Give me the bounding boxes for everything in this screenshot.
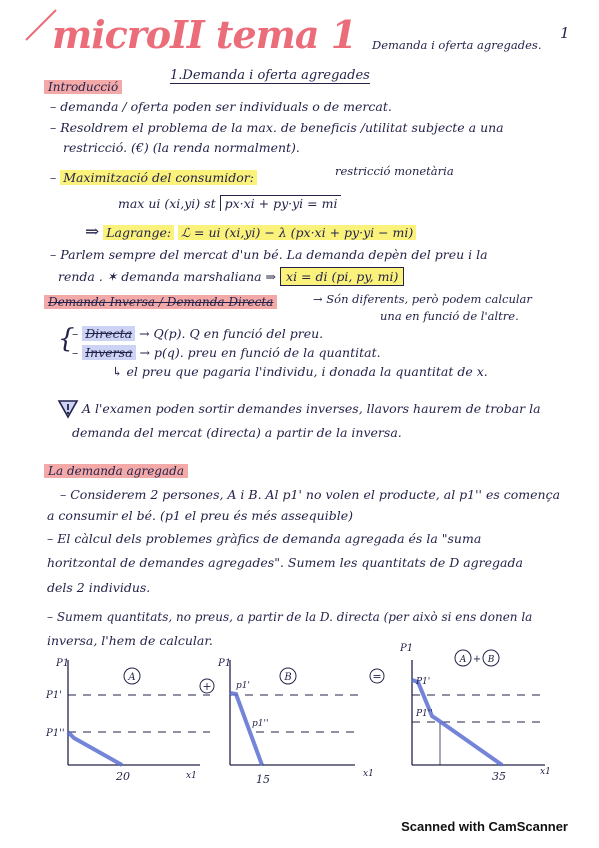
- graph-a-price-low: P1'': [46, 728, 65, 739]
- graph-sum-plus: +: [472, 654, 482, 665]
- marshallian-demand-formula: xi = di (pi, py, mi): [280, 267, 404, 286]
- aggregate-paragraph-1a: – Considerem 2 persones, A i B. Al p1' no volen el producte, al p1'' es comença: [60, 487, 561, 502]
- market-note-a: – Parlem sempre del mercat d'un bé. La demanda depèn del preu i la: [50, 247, 488, 262]
- graph-sum-price-high: P1': [416, 677, 431, 687]
- inverse-note-b: una en funció de l'altre.: [380, 309, 519, 323]
- exam-warning-b: demanda del mercat (directa) a partir de la inversa.: [72, 425, 402, 440]
- graph-individual-b: [217, 658, 374, 786]
- demand-line-a: [68, 732, 122, 765]
- page-number: 1: [560, 24, 570, 42]
- exam-warning-a: A l'examen poden sortir demandes inverses, llavors haurem de trobar la: [82, 401, 541, 416]
- aggregate-paragraph-2c: dels 2 individus.: [47, 580, 151, 595]
- camscanner-watermark: Scanned with CamScanner: [401, 819, 568, 834]
- inverse-demand-row: – Inversa → p(q). preu en funció de la quantitat.: [72, 345, 381, 360]
- graph-b-price-high: p1': [236, 681, 250, 691]
- aggregate-paragraph-3a: – Sumem quantitats, no preus, a partir de la D. directa (per això si ens donen la: [47, 610, 533, 624]
- maximization-heading: – Maximització del consumidor:: [50, 170, 257, 185]
- graph-a-x-axis: x1: [186, 771, 197, 781]
- graph-sum-x-axis: x1: [540, 767, 551, 777]
- max-problem: max ui (xi,yi) st px·xi + py·yi = mi: [118, 196, 341, 211]
- graph-b-x-axis: x1: [363, 769, 374, 779]
- page-subtitle: Demanda i oferta agregades.: [372, 38, 542, 52]
- intro-bullet-2b: restricció. (€) (la renda normalment).: [63, 140, 300, 155]
- budget-constraint: px·xi + py·yi = mi: [220, 195, 342, 211]
- graph-a-x-value: 20: [116, 770, 130, 783]
- graph-sum-y-axis: P1: [400, 643, 414, 654]
- graph-sum-circle-a: A: [459, 655, 467, 665]
- graph-plus-operator: +: [202, 680, 212, 693]
- aggregate-demand-graphs: [40, 643, 560, 787]
- restriction-note: restricció monetària: [335, 164, 454, 178]
- graph-b-circle-label: B: [284, 672, 292, 683]
- section-label-introduction: Introducció: [44, 80, 122, 94]
- inverse-note-a: → Són diferents, però podem calcular: [313, 292, 532, 306]
- graph-a-y-axis: P1: [56, 658, 70, 669]
- direct-label: Directa: [82, 326, 135, 341]
- graph-sum-circle-b: B: [487, 655, 495, 665]
- direct-demand-row: – Directa → Q(p). Q en funció del preu.: [72, 326, 324, 341]
- lagrange-line: ⇒ Lagrange: ℒ = ui (xi,yi) − λ (px·xi + py·yi − mi): [85, 222, 416, 242]
- graph-b-y-axis: P1: [218, 658, 232, 669]
- graph-b-x-value: 15: [256, 773, 270, 786]
- graph-sum-price-low: P1'': [416, 709, 433, 719]
- graph-b-price-low: p1'': [252, 719, 269, 729]
- warning-icon: [57, 398, 79, 420]
- section-heading-demand-supply: 1.Demanda i oferta agregades: [170, 68, 370, 83]
- graph-individual-a: [45, 658, 210, 783]
- graph-aggregate-sum: [399, 643, 551, 783]
- graph-sum-x-value: 35: [492, 770, 506, 783]
- aggregate-paragraph-2a: – El càlcul dels problemes gràfics de demanda agregada és la "suma: [47, 531, 482, 546]
- intro-bullet-1: – demanda / oferta poden ser individuals o de mercat.: [50, 99, 392, 114]
- section-label-aggregate-demand: La demanda agregada: [44, 464, 188, 478]
- demand-line-b: [230, 693, 262, 765]
- lagrange-formula: ℒ = ui (xi,yi) − λ (px·xi + py·yi − mi): [178, 225, 416, 240]
- market-note-b: renda . ✶ demanda marshaliana ⇒ xi = di (pi, py, mi): [58, 269, 404, 284]
- section-label-inverse-direct: Demanda Inversa / Demanda Directa: [44, 295, 277, 309]
- inverse-label: Inversa: [82, 345, 135, 360]
- inverse-demand-explanation: ↳ el preu que pagaria l'individu, i donada la quantitat de x.: [112, 364, 488, 379]
- aggregate-paragraph-3b: inversa, l'hem de calcular.: [47, 633, 213, 648]
- graph-a-circle-label: A: [128, 672, 136, 683]
- page-title: microII tema 1: [52, 12, 357, 57]
- graph-equals-operator: =: [372, 670, 382, 683]
- aggregate-paragraph-1b: a consumir el bé. (p1 el preu és més assequible): [47, 508, 353, 523]
- intro-bullet-2a: – Resoldrem el problema de la max. de beneficis /utilitat subjecte a una: [50, 120, 504, 135]
- lagrange-label: Lagrange:: [103, 225, 174, 240]
- aggregate-paragraph-2b: horitzontal de demandes agregades". Sumem les quantitats de D agregada: [47, 555, 523, 570]
- brace-symbol: {: [58, 324, 75, 354]
- graph-a-price-high: P1': [46, 690, 62, 701]
